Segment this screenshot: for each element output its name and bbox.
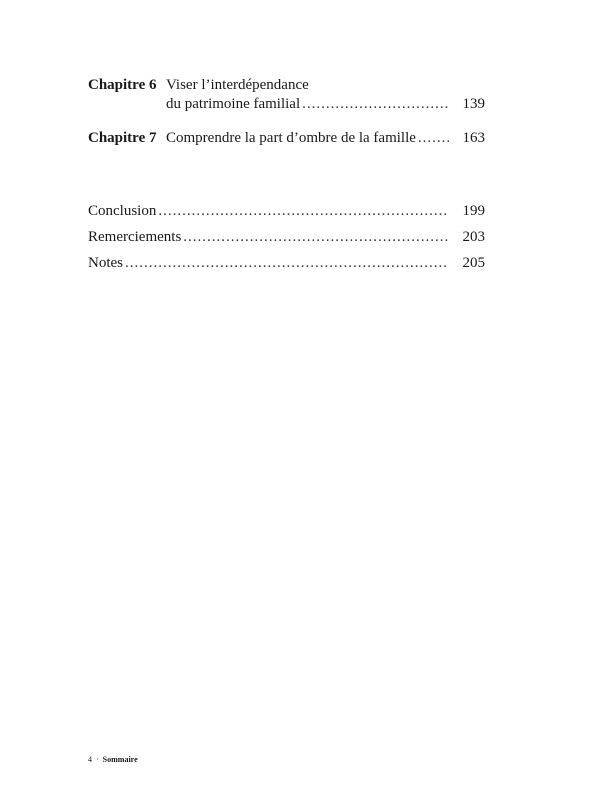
toc-entry-conclusion[interactable] — [88, 202, 485, 228]
toc-entry-notes[interactable] — [88, 254, 485, 280]
entry-label: Notes — [88, 255, 123, 271]
chapter-title — [166, 76, 485, 114]
page-number: 163 — [462, 130, 485, 146]
toc-backmatter — [88, 202, 485, 280]
footer-section-title: Sommaire — [102, 755, 138, 764]
entry-label: Remerciements — [88, 229, 182, 245]
chapter-label: Chapitre 7 — [88, 130, 157, 146]
toc-entry-remerciements[interactable] — [88, 228, 485, 254]
chapter-title-line — [166, 129, 485, 148]
footer-separator: · — [96, 755, 99, 764]
page-footer — [88, 755, 138, 764]
dot-leader — [158, 202, 449, 221]
dot-leader — [125, 254, 449, 273]
toc-entry-chapter-6[interactable] — [88, 76, 485, 114]
chapter-title — [166, 129, 485, 148]
dot-leader — [183, 228, 449, 247]
page-number: 199 — [462, 203, 485, 219]
chapter-title-line — [166, 76, 485, 95]
chapter-title-line — [166, 95, 485, 114]
chapter-title-text: du patrimoine familial — [166, 96, 301, 112]
footer-page-number: 4 — [88, 755, 92, 764]
dot-leader — [418, 129, 449, 148]
chapter-title-text: Comprendre la part d’ombre de la famille — [166, 130, 416, 146]
page-number: 139 — [462, 96, 485, 112]
entry-label: Conclusion — [88, 203, 157, 219]
chapter-title-text: Viser l’interdépendance — [166, 77, 309, 93]
page-number: 205 — [462, 255, 485, 271]
dot-leader — [302, 95, 449, 114]
chapter-label: Chapitre 6 — [88, 77, 157, 93]
toc-entry-chapter-7[interactable] — [88, 129, 485, 148]
page-number: 203 — [462, 229, 485, 245]
